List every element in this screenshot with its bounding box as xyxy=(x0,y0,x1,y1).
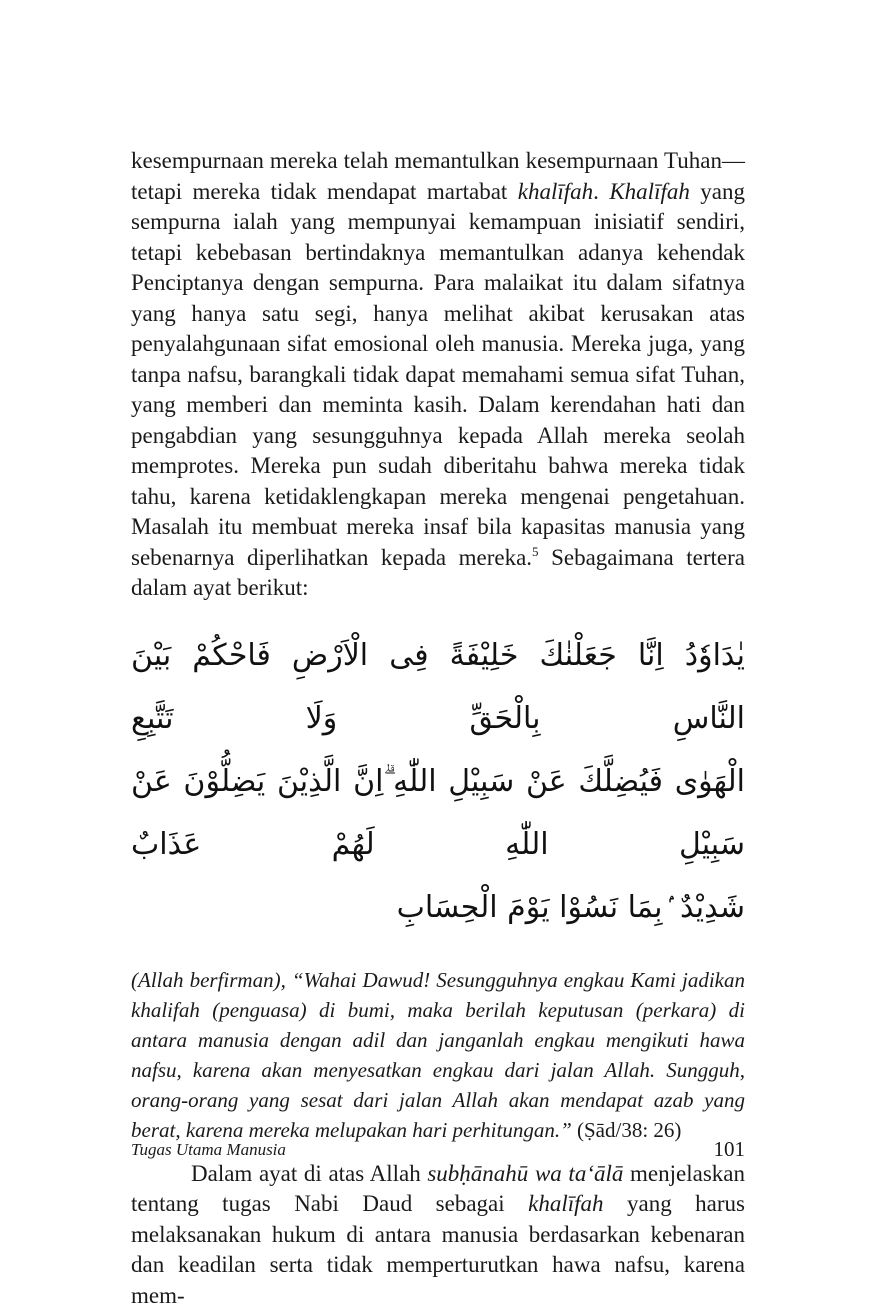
para2-term-subhanahu: subḥānahū wa ta‘ālā xyxy=(427,1161,623,1186)
para1-text-2: . xyxy=(593,179,609,204)
verse-reference: (Ṣād/38: 26) xyxy=(572,1118,682,1142)
para1-text-4: Sebagaimana tertera dalam ayat berikut: xyxy=(131,545,745,601)
verse-translation xyxy=(131,965,745,1145)
para2-term-khalifah: khalīfah xyxy=(528,1191,603,1216)
para1-text-1: kesempurnaan mereka telah memantulkan kesempurnaan Tuhan—tetapi mereka tidak mendapat martabat xyxy=(131,148,745,204)
page-number: 101 xyxy=(714,1137,746,1162)
para1-term-khalifah: khalīfah xyxy=(518,179,593,204)
quran-verse-arabic xyxy=(131,624,745,939)
footnote-marker: 5 xyxy=(532,544,539,559)
para2-text-3: yang harus melaksanakan hukum di antara manusia berdasarkan kebenaran dan keadilan serta tidak memperturutkan hawa nafsu, karena mem- xyxy=(131,1191,745,1308)
para2-text-2: menjelaskan tentang tugas Nabi Daud sebagai xyxy=(131,1161,745,1217)
running-title: Tugas Utama Manusia xyxy=(131,1140,286,1160)
arabic-line-1: يٰدَاوٗدُ اِنَّا جَعَلْنٰكَ خَلِيْفَةً فِى الْاَرْضِ فَاحْكُمْ بَيْنَ النَّاسِ بِالْحَقِّ وَلَا تَتَّبِعِ xyxy=(131,624,745,750)
body-paragraph-1 xyxy=(131,146,745,604)
translation-text: (Allah berfirman), “Wahai Dawud! Sesungguhnya engkau Kami jadikan khalifah (penguasa) di bumi, maka berilah keputusan (perkara) di antara manusia dengan adil dan janganlah engkau mengikuti hawa nafsu, karena akan menyesatkan engkau dari jalan Allah. Sungguh, orang-orang yang sesat dari jalan Allah akan mendapat azab yang berat, karena mereka melupakan hari perhitungan.” xyxy=(131,968,745,1142)
verse-translation-block xyxy=(131,965,745,1145)
body-paragraph-2 xyxy=(131,1159,745,1311)
page-footer xyxy=(131,1137,745,1167)
para1-term-khalifah-2: Khalīfah xyxy=(609,179,690,204)
para2-text-1: Dalam ayat di atas Allah xyxy=(191,1161,427,1186)
para1-text-3: yang sempurna ialah yang mempunyai kemampuan inisiatif sendiri, tetapi kebebasan bertindaknya memantulkan adanya kehendak Penciptanya dengan sempurna. Para malaikat itu dalam sifatnya yang hanya satu segi, hanya melihat akibat kerusakan atas penyalahgunaan sifat emosional oleh manusia. Mereka juga, yang tanpa nafsu, barangkali tidak dapat memahami semua sifat Tuhan, yang memberi dan meminta kasih. Dalam kerendahan hati dan pengabdian yang sesungguhnya kepada Allah mereka seolah memprotes. Mereka pun sudah diberitahu bahwa mereka tidak tahu, karena ketidaklengkapan mereka mengenai pengetahuan. Masalah itu membuat mereka insaf bila kapasitas manusia yang sebenarnya diperlihatkan kepada mereka. xyxy=(131,179,745,570)
arabic-line-2: الْهَوٰى فَيُضِلَّكَ عَنْ سَبِيْلِ اللّٰهِ ۗاِنَّ الَّذِيْنَ يَضِلُّوْنَ عَنْ سَبِيْلِ اللّٰهِ لَهُمْ عَذَابٌ xyxy=(131,750,745,876)
arabic-line-3: شَدِيْدٌ ۢبِمَا نَسُوْا يَوْمَ الْحِسَابِ xyxy=(131,876,745,939)
